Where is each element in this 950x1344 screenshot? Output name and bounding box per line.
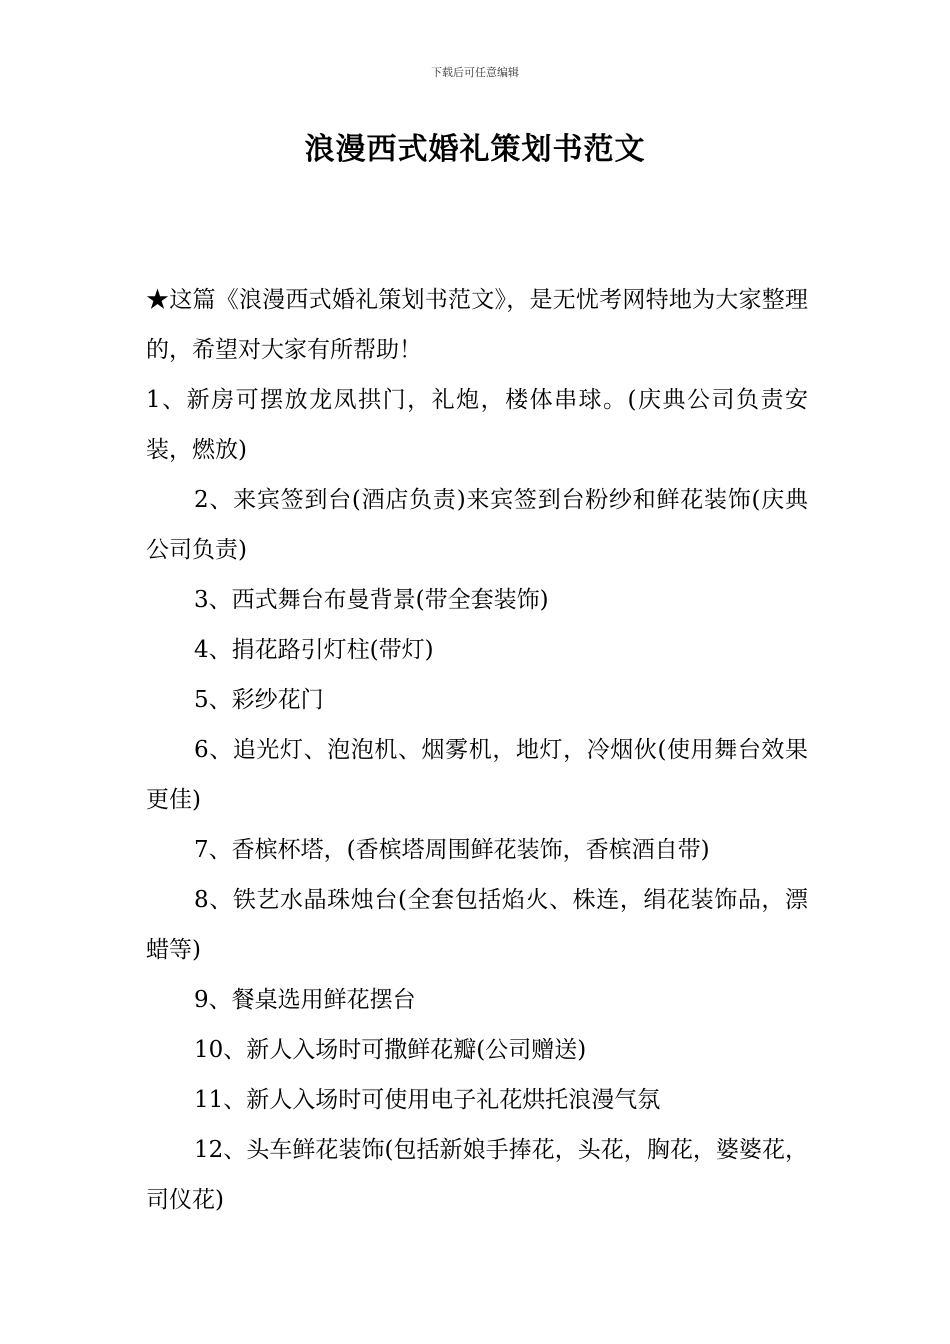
list-item: 6、追光灯、泡泡机、烟雾机，地灯，冷烟伙(使用舞台效果更佳) [146, 737, 808, 813]
list-item: 9、餐桌选用鲜花摆台 [194, 987, 416, 1013]
list-item: 7、香槟杯塔，(香槟塔周围鲜花装饰，香槟酒自带) [194, 837, 710, 863]
list-item: 4、捐花路引灯柱(带灯) [194, 637, 434, 663]
list-item: 11、新人入场时可使用电子礼花烘托浪漫气氛 [194, 1087, 661, 1113]
list-item: 12、头车鲜花装饰(包括新娘手捧花，头花，胸花，婆婆花，司仪花) [146, 1137, 808, 1213]
list-item: 2、来宾签到台(酒店负责)来宾签到台粉纱和鲜花装饰(庆典公司负责) [146, 487, 808, 563]
list-item: 8、铁艺水晶珠烛台(全套包括焰火、株连，绢花装饰品，漂蜡等) [146, 887, 808, 963]
list-item: 1、新房可摆放龙凤拱门，礼炮，楼体串球。(庆典公司负责安装，燃放) [146, 387, 808, 463]
list-item: 10、新人入场时可撒鲜花瓣(公司赠送) [194, 1037, 587, 1063]
paragraph-intro: ★这篇《浪漫西式婚礼策划书范文》，是无忧考网特地为大家整理的，希望对大家有所帮助！ [146, 287, 808, 363]
document-body [146, 275, 808, 1225]
header-note: 下载后可任意编辑 [431, 66, 519, 79]
list-item: 5、彩纱花门 [194, 687, 324, 713]
document-title: 浪漫西式婚礼策划书范文 [304, 132, 646, 167]
list-item: 3、西式舞台布曼背景(带全套装饰) [194, 587, 549, 613]
